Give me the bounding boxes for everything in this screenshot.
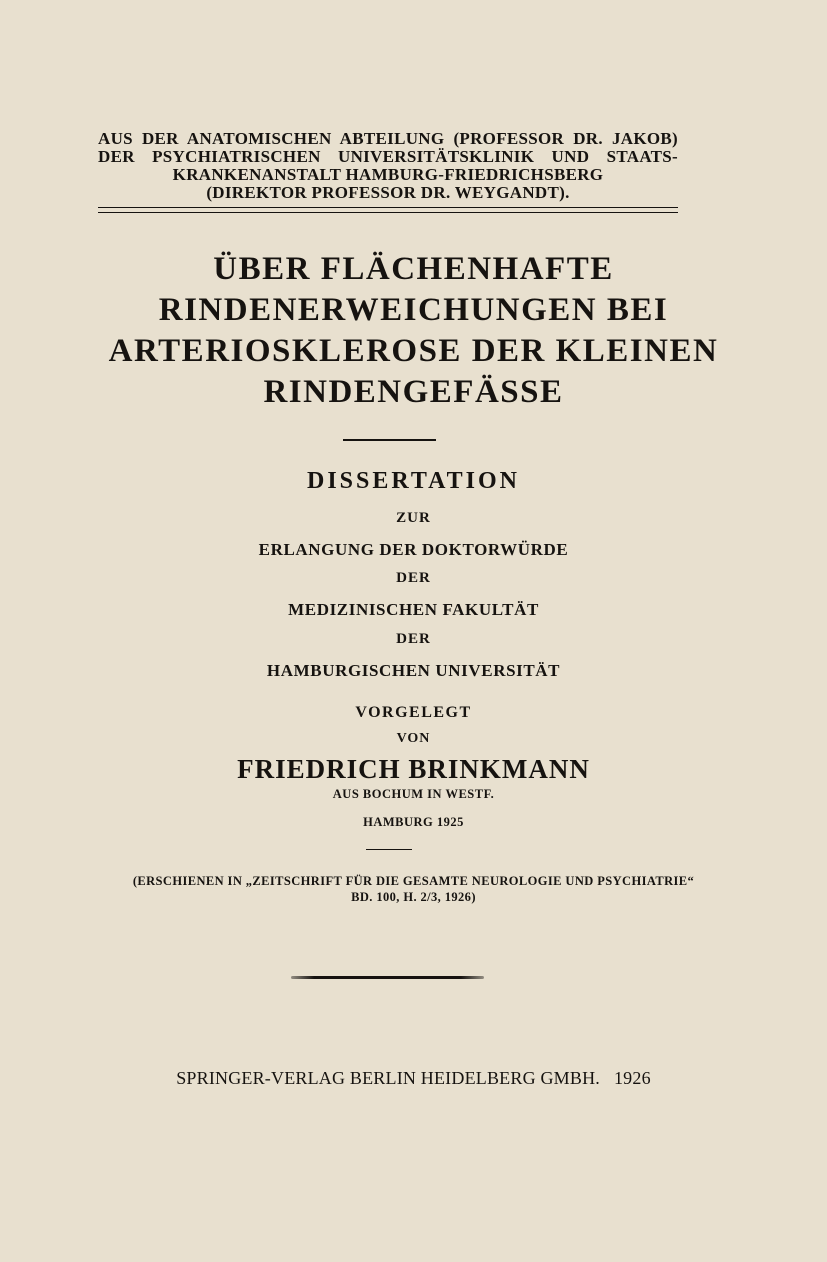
author-name: FRIEDRICH BRINKMANN (237, 754, 590, 784)
publisher-imprint (0, 1068, 827, 1089)
ornamental-rule (291, 976, 484, 979)
institute-line-3: KRANKENANSTALT HAMBURG-FRIEDRICHSBERG (172, 165, 604, 184)
publication-note-line-2: BD. 100, H. 2/3, 1926) (351, 890, 476, 904)
place-date: HAMBURG 1925 (363, 815, 464, 829)
tiny-rule-divider (366, 849, 412, 850)
dissertation-der-1: DER (396, 570, 431, 586)
dissertation-by: VON (396, 731, 431, 746)
publisher-name: SPRINGER-VERLAG BERLIN HEIDELBERG GMBH. (176, 1068, 600, 1088)
book-title (0, 249, 827, 413)
dissertation-faculty: MEDIZINISCHEN FAKULTÄT (288, 600, 539, 619)
dissertation-der-2: DER (396, 631, 431, 647)
institute-line-4: (DIREKTOR PROFESSOR DR. WEYGANDT). (206, 183, 570, 202)
dissertation-university: HAMBURGISCHEN UNIVERSITÄT (266, 661, 561, 680)
dissertation-purpose: ERLANGUNG DER DOKTORWÜRDE (258, 540, 569, 559)
publication-year: 1926 (613, 1068, 651, 1088)
title-line-3: ARTERIOSKLEROSE DER KLEINEN (108, 333, 719, 369)
dissertation-submitted: VORGELEGT (355, 704, 472, 721)
title-line-1: ÜBER FLÄCHENHAFTE (213, 251, 614, 287)
dissertation-zur: ZUR (396, 510, 431, 526)
institute-line-2: DER PSYCHIATRISCHEN UNIVERSITÄTSKLINIK UND STAATS- (98, 147, 678, 166)
institute-header (98, 130, 678, 202)
dissertation-heading: DISSERTATION (307, 468, 520, 494)
title-line-4: RINDENGEFÄSSE (263, 374, 564, 410)
double-rule-divider (98, 207, 678, 213)
institute-line-1: AUS DER ANATOMISCHEN ABTEILUNG (PROFESSOR DR. JAKOB) (98, 129, 678, 148)
author-origin: AUS BOCHUM IN WESTF. (332, 787, 495, 801)
title-line-2: RINDENERWEICHUNGEN BEI (158, 292, 669, 328)
publication-note-line-1: (ERSCHIENEN IN „ZEITSCHRIFT FÜR DIE GESAMTE NEUROLOGIE UND PSYCHIATRIE“ (132, 874, 695, 888)
short-rule-divider (343, 439, 436, 441)
